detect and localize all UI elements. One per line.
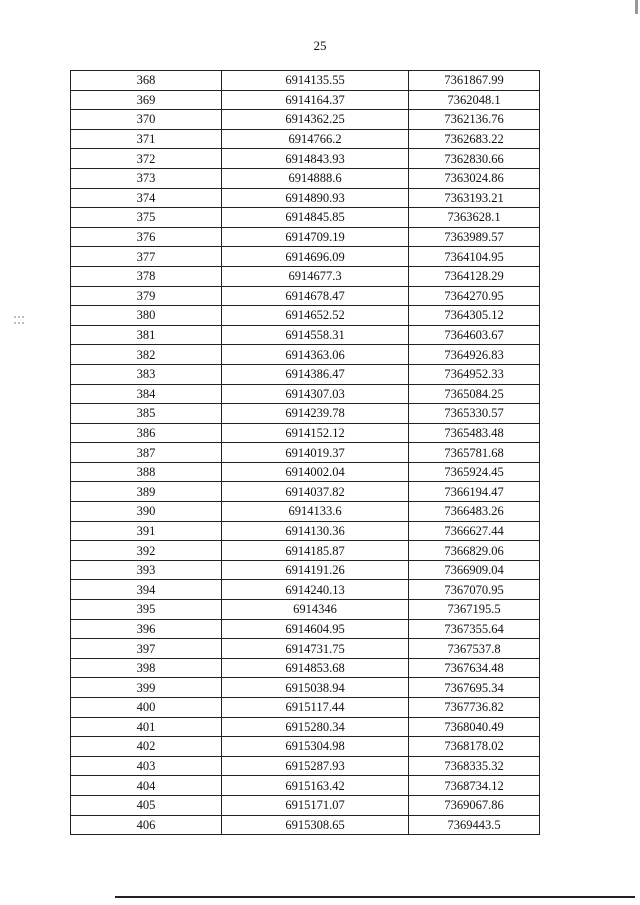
- table-row: [71, 227, 540, 247]
- table-row: [71, 71, 540, 91]
- table-row: [71, 521, 540, 541]
- x-coordinate-cell: 6915287.93: [222, 756, 409, 776]
- y-coordinate-cell: 7369443.5: [409, 815, 540, 835]
- y-coordinate-cell: 7362683.22: [409, 129, 540, 149]
- y-coordinate-cell: 7369067.86: [409, 795, 540, 815]
- table-row: [71, 266, 540, 286]
- point-number-cell: 392: [71, 541, 222, 561]
- y-coordinate-cell: 7363628.1: [409, 208, 540, 228]
- point-number-cell: 399: [71, 678, 222, 698]
- table-row: [71, 639, 540, 659]
- y-coordinate-cell: 7364270.95: [409, 286, 540, 306]
- point-number-cell: 394: [71, 580, 222, 600]
- x-coordinate-cell: 6914019.37: [222, 443, 409, 463]
- x-coordinate-cell: 6915117.44: [222, 698, 409, 718]
- table-row: [71, 168, 540, 188]
- table-row: [71, 129, 540, 149]
- point-number-cell: 377: [71, 247, 222, 267]
- page-number: 25: [313, 38, 327, 53]
- x-coordinate-cell: 6914191.26: [222, 560, 409, 580]
- x-coordinate-cell: 6914002.04: [222, 462, 409, 482]
- y-coordinate-cell: 7364926.83: [409, 345, 540, 365]
- point-number-cell: 384: [71, 384, 222, 404]
- point-number-cell: 382: [71, 345, 222, 365]
- x-coordinate-cell: 6914185.87: [222, 541, 409, 561]
- point-number-cell: 372: [71, 149, 222, 169]
- y-coordinate-cell: 7367355.64: [409, 619, 540, 639]
- table-row: [71, 560, 540, 580]
- table-row: [71, 502, 540, 522]
- table-row: [71, 698, 540, 718]
- x-coordinate-cell: 6915038.94: [222, 678, 409, 698]
- coordinates-table-body: [71, 71, 540, 835]
- y-coordinate-cell: 7363193.21: [409, 188, 540, 208]
- x-coordinate-cell: 6915304.98: [222, 737, 409, 757]
- x-coordinate-cell: 6914307.03: [222, 384, 409, 404]
- y-coordinate-cell: 7367537.8: [409, 639, 540, 659]
- point-number-cell: 381: [71, 325, 222, 345]
- table-row: [71, 325, 540, 345]
- table-row: [71, 482, 540, 502]
- y-coordinate-cell: 7368040.49: [409, 717, 540, 737]
- x-coordinate-cell: 6914346: [222, 600, 409, 620]
- table-row: [71, 404, 540, 424]
- table-row: [71, 443, 540, 463]
- y-coordinate-cell: 7362136.76: [409, 110, 540, 130]
- y-coordinate-cell: 7363024.86: [409, 168, 540, 188]
- x-coordinate-cell: 6915163.42: [222, 776, 409, 796]
- x-coordinate-cell: 6915308.65: [222, 815, 409, 835]
- x-coordinate-cell: 6914843.93: [222, 149, 409, 169]
- y-coordinate-cell: 7365483.48: [409, 423, 540, 443]
- coordinates-table: [70, 70, 540, 835]
- y-coordinate-cell: 7366909.04: [409, 560, 540, 580]
- table-row: [71, 384, 540, 404]
- x-coordinate-cell: 6914888.6: [222, 168, 409, 188]
- table-row: [71, 208, 540, 228]
- y-coordinate-cell: 7365330.57: [409, 404, 540, 424]
- x-coordinate-cell: 6914709.19: [222, 227, 409, 247]
- x-coordinate-cell: 6914652.52: [222, 306, 409, 326]
- x-coordinate-cell: 6914890.93: [222, 188, 409, 208]
- table-row: [71, 658, 540, 678]
- x-coordinate-cell: 6914677.3: [222, 266, 409, 286]
- y-coordinate-cell: 7362048.1: [409, 90, 540, 110]
- point-number-cell: 374: [71, 188, 222, 208]
- x-coordinate-cell: 6915280.34: [222, 717, 409, 737]
- x-coordinate-cell: 6914766.2: [222, 129, 409, 149]
- point-number-cell: 396: [71, 619, 222, 639]
- point-number-cell: 380: [71, 306, 222, 326]
- table-row: [71, 306, 540, 326]
- table-row: [71, 600, 540, 620]
- table-row: [71, 541, 540, 561]
- table-row: [71, 188, 540, 208]
- point-number-cell: 378: [71, 266, 222, 286]
- x-coordinate-cell: 6914853.68: [222, 658, 409, 678]
- table-row: [71, 462, 540, 482]
- x-coordinate-cell: 6914731.75: [222, 639, 409, 659]
- y-coordinate-cell: 7365781.68: [409, 443, 540, 463]
- y-coordinate-cell: 7366483.26: [409, 502, 540, 522]
- x-coordinate-cell: 6914363.06: [222, 345, 409, 365]
- y-coordinate-cell: 7363989.57: [409, 227, 540, 247]
- point-number-cell: 404: [71, 776, 222, 796]
- point-number-cell: 376: [71, 227, 222, 247]
- point-number-cell: 406: [71, 815, 222, 835]
- table-row: [71, 286, 540, 306]
- point-number-cell: 369: [71, 90, 222, 110]
- y-coordinate-cell: 7364104.95: [409, 247, 540, 267]
- point-number-cell: 386: [71, 423, 222, 443]
- y-coordinate-cell: 7368178.02: [409, 737, 540, 757]
- y-coordinate-cell: 7364952.33: [409, 364, 540, 384]
- point-number-cell: 387: [71, 443, 222, 463]
- x-coordinate-cell: 6914239.78: [222, 404, 409, 424]
- y-coordinate-cell: 7366194.47: [409, 482, 540, 502]
- table-row: [71, 756, 540, 776]
- y-coordinate-cell: 7364305.12: [409, 306, 540, 326]
- x-coordinate-cell: 6914037.82: [222, 482, 409, 502]
- point-number-cell: 400: [71, 698, 222, 718]
- y-coordinate-cell: 7368734.12: [409, 776, 540, 796]
- x-coordinate-cell: 6914240.13: [222, 580, 409, 600]
- x-coordinate-cell: 6914362.25: [222, 110, 409, 130]
- x-coordinate-cell: 6914386.47: [222, 364, 409, 384]
- x-coordinate-cell: 6914135.55: [222, 71, 409, 91]
- point-number-cell: 403: [71, 756, 222, 776]
- y-coordinate-cell: 7367736.82: [409, 698, 540, 718]
- point-number-cell: 398: [71, 658, 222, 678]
- y-coordinate-cell: 7367695.34: [409, 678, 540, 698]
- y-coordinate-cell: 7362830.66: [409, 149, 540, 169]
- table-row: [71, 795, 540, 815]
- x-coordinate-cell: 6914133.6: [222, 502, 409, 522]
- table-row: [71, 149, 540, 169]
- x-coordinate-cell: 6914696.09: [222, 247, 409, 267]
- table-row: [71, 423, 540, 443]
- point-number-cell: 383: [71, 364, 222, 384]
- table-row: [71, 678, 540, 698]
- table-row: [71, 364, 540, 384]
- table-row: [71, 247, 540, 267]
- y-coordinate-cell: 7361867.99: [409, 71, 540, 91]
- margin-scan-marks: [14, 316, 24, 328]
- point-number-cell: 375: [71, 208, 222, 228]
- point-number-cell: 388: [71, 462, 222, 482]
- table-row: [71, 110, 540, 130]
- point-number-cell: 370: [71, 110, 222, 130]
- y-coordinate-cell: 7367634.48: [409, 658, 540, 678]
- point-number-cell: 393: [71, 560, 222, 580]
- point-number-cell: 373: [71, 168, 222, 188]
- x-coordinate-cell: 6914164.37: [222, 90, 409, 110]
- y-coordinate-cell: 7365084.25: [409, 384, 540, 404]
- y-coordinate-cell: 7366627.44: [409, 521, 540, 541]
- page-bottom-edge-line: [115, 896, 635, 898]
- y-coordinate-cell: 7366829.06: [409, 541, 540, 561]
- y-coordinate-cell: 7368335.32: [409, 756, 540, 776]
- point-number-cell: 368: [71, 71, 222, 91]
- y-coordinate-cell: 7367070.95: [409, 580, 540, 600]
- x-coordinate-cell: 6915171.07: [222, 795, 409, 815]
- table-row: [71, 717, 540, 737]
- scan-edge-mark: [635, 0, 638, 14]
- point-number-cell: 397: [71, 639, 222, 659]
- table-row: [71, 815, 540, 835]
- point-number-cell: 371: [71, 129, 222, 149]
- point-number-cell: 401: [71, 717, 222, 737]
- point-number-cell: 385: [71, 404, 222, 424]
- y-coordinate-cell: 7364603.67: [409, 325, 540, 345]
- point-number-cell: 379: [71, 286, 222, 306]
- x-coordinate-cell: 6914152.12: [222, 423, 409, 443]
- x-coordinate-cell: 6914845.85: [222, 208, 409, 228]
- point-number-cell: 405: [71, 795, 222, 815]
- x-coordinate-cell: 6914130.36: [222, 521, 409, 541]
- table-row: [71, 90, 540, 110]
- table-row: [71, 776, 540, 796]
- y-coordinate-cell: 7365924.45: [409, 462, 540, 482]
- y-coordinate-cell: 7364128.29: [409, 266, 540, 286]
- table-row: [71, 619, 540, 639]
- x-coordinate-cell: 6914604.95: [222, 619, 409, 639]
- table-row: [71, 737, 540, 757]
- point-number-cell: 402: [71, 737, 222, 757]
- point-number-cell: 390: [71, 502, 222, 522]
- table-row: [71, 580, 540, 600]
- point-number-cell: 391: [71, 521, 222, 541]
- point-number-cell: 395: [71, 600, 222, 620]
- point-number-cell: 389: [71, 482, 222, 502]
- x-coordinate-cell: 6914558.31: [222, 325, 409, 345]
- table-row: [71, 345, 540, 365]
- y-coordinate-cell: 7367195.5: [409, 600, 540, 620]
- x-coordinate-cell: 6914678.47: [222, 286, 409, 306]
